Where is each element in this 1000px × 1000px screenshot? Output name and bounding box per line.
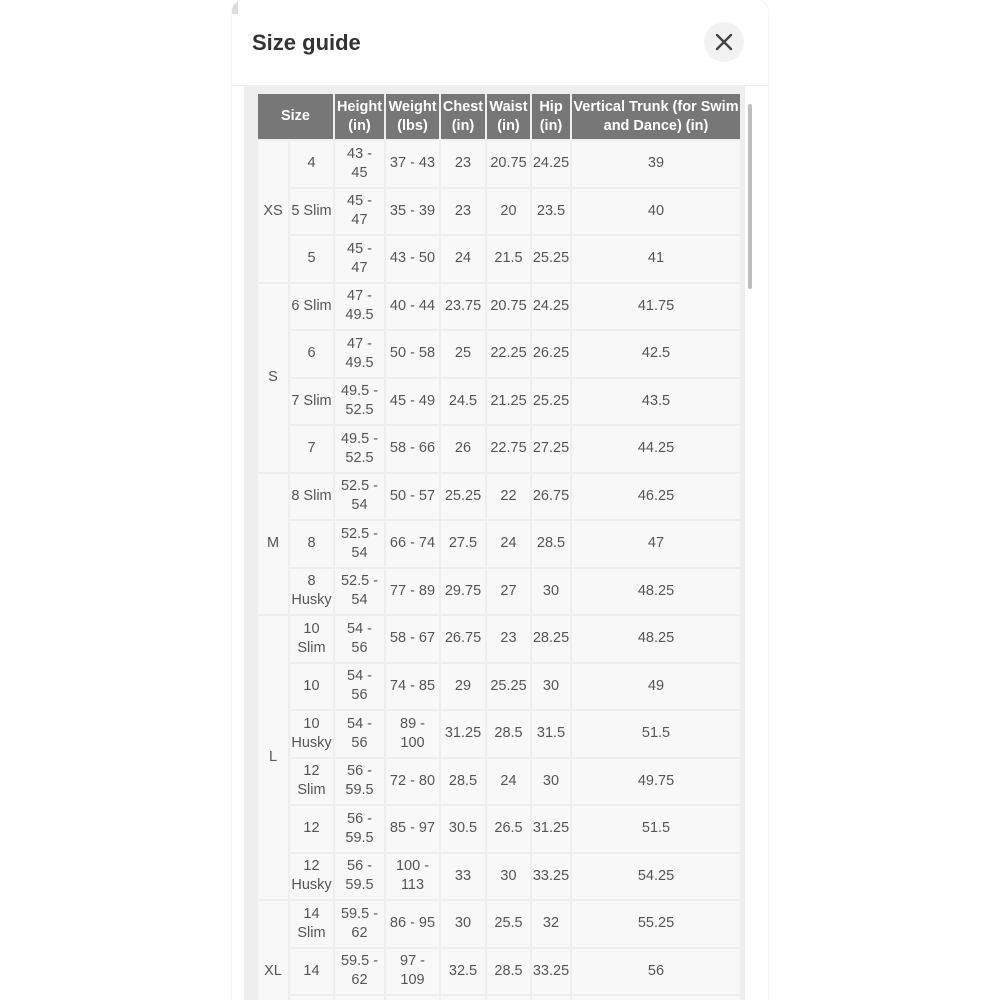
cell-text: 6 Slim bbox=[291, 297, 332, 314]
cell-trunk: 56 bbox=[572, 949, 742, 997]
cell-height bbox=[335, 521, 386, 569]
cell-text: 72 - 80 bbox=[389, 772, 436, 789]
cell-height bbox=[335, 379, 386, 427]
header-height: Height (in) bbox=[335, 94, 386, 141]
size-group-label: S bbox=[258, 284, 290, 474]
cell-text: Slim bbox=[297, 639, 326, 656]
size-group-label: M bbox=[258, 474, 290, 617]
cell-weight bbox=[386, 616, 441, 664]
header-hip: Hip (in) bbox=[532, 94, 572, 141]
cell-size bbox=[290, 711, 335, 759]
cell-text: 40 - 44 bbox=[389, 297, 436, 314]
cell-size bbox=[290, 474, 335, 522]
cell-size bbox=[290, 141, 335, 189]
cell-trunk: 47 bbox=[572, 521, 742, 569]
cell-text: 47 bbox=[351, 259, 368, 276]
cell-text: Slim bbox=[297, 924, 326, 941]
table-row bbox=[258, 284, 742, 332]
cell-text: 47 - bbox=[347, 288, 372, 305]
cell-text: 85 - 97 bbox=[389, 820, 436, 837]
cell-text: 10 bbox=[303, 677, 320, 694]
cell-text: 59.5 - bbox=[340, 953, 379, 970]
cell-trunk: 55.25 bbox=[572, 901, 742, 949]
cell-text: 56 - bbox=[347, 763, 372, 780]
cell-waist: 20.75 bbox=[487, 141, 532, 189]
cell-text: 8 bbox=[307, 535, 316, 552]
cell-chest: 23.75 bbox=[441, 284, 487, 332]
cell-trunk: 39 bbox=[572, 141, 742, 189]
cell-text: 54 - bbox=[347, 620, 372, 637]
cell-height bbox=[335, 949, 386, 997]
cell-waist: 25.25 bbox=[487, 664, 532, 712]
cell-chest: 29.75 bbox=[441, 569, 487, 617]
cell-text: 56 - bbox=[347, 858, 372, 875]
table-row bbox=[258, 189, 742, 237]
cell-trunk: 41 bbox=[572, 236, 742, 284]
cell-chest: 33 bbox=[441, 854, 487, 902]
cell-text: 74 - 85 bbox=[389, 677, 436, 694]
table-row bbox=[258, 806, 742, 854]
cell-waist: 22 bbox=[487, 474, 532, 522]
cell-waist: 30 bbox=[487, 854, 532, 902]
table-row bbox=[258, 759, 742, 807]
header-chest: Chest (in) bbox=[441, 94, 487, 141]
cell-size bbox=[290, 806, 335, 854]
cell-text: Husky bbox=[291, 592, 332, 609]
cell-text: 49.5 - bbox=[340, 383, 379, 400]
cell-height bbox=[335, 331, 386, 379]
table-row bbox=[258, 331, 742, 379]
cell-text: 5 Slim bbox=[291, 202, 332, 219]
cell-weight bbox=[386, 236, 441, 284]
cell-text: Husky bbox=[291, 734, 332, 751]
cell-size bbox=[290, 521, 335, 569]
cell-hip: 27.25 bbox=[532, 426, 572, 474]
cell-chest: 23 bbox=[441, 189, 487, 237]
cell-trunk: 43.5 bbox=[572, 379, 742, 427]
cell-text: 12 bbox=[303, 820, 320, 837]
cell-text: 50 - 57 bbox=[389, 487, 436, 504]
cell-text: 86 - 95 bbox=[389, 915, 436, 932]
cell-weight bbox=[386, 854, 441, 902]
cell-text: 47 bbox=[351, 212, 368, 229]
size-guide-modal bbox=[232, 0, 768, 1000]
cell-weight bbox=[386, 901, 441, 949]
close-icon bbox=[715, 33, 733, 51]
header-weight: Weight (lbs) bbox=[386, 94, 441, 141]
cell-hip: 28.25 bbox=[532, 616, 572, 664]
table-row bbox=[258, 426, 742, 474]
cell-chest: 27.5 bbox=[441, 521, 487, 569]
cell-hip: 33.25 bbox=[532, 949, 572, 997]
cell-height bbox=[335, 711, 386, 759]
cell-chest bbox=[441, 996, 487, 1000]
cell-size bbox=[290, 616, 335, 664]
cell-height bbox=[335, 759, 386, 807]
cell-height bbox=[335, 474, 386, 522]
cell-text: 52.5 bbox=[345, 449, 374, 466]
cell-text: 52.5 - bbox=[340, 525, 379, 542]
cell-weight bbox=[386, 474, 441, 522]
cell-waist: 20 bbox=[487, 189, 532, 237]
cell-text: 14 bbox=[303, 905, 320, 922]
cell-weight bbox=[386, 141, 441, 189]
cell-hip: 30 bbox=[532, 759, 572, 807]
cell-text: 54 bbox=[351, 497, 368, 514]
cell-size bbox=[290, 996, 335, 1000]
cell-waist: 24 bbox=[487, 759, 532, 807]
size-table-scroll-area[interactable] bbox=[244, 86, 756, 1000]
cell-weight bbox=[386, 521, 441, 569]
cell-size bbox=[290, 901, 335, 949]
cell-hip: 23.5 bbox=[532, 189, 572, 237]
cell-size bbox=[290, 759, 335, 807]
cell-text: 7 Slim bbox=[291, 392, 332, 409]
size-group-label: L bbox=[258, 616, 290, 901]
cell-waist: 28.5 bbox=[487, 711, 532, 759]
cell-text: 12 bbox=[303, 858, 320, 875]
cell-text: 59.5 bbox=[345, 877, 374, 894]
cell-height bbox=[335, 569, 386, 617]
cell-text: 56 bbox=[351, 734, 368, 751]
cell-height bbox=[335, 854, 386, 902]
cell-waist: 23 bbox=[487, 616, 532, 664]
scrollbar-thumb[interactable] bbox=[748, 104, 752, 289]
cell-text: 52.5 - bbox=[340, 478, 379, 495]
cell-text: 66 - 74 bbox=[389, 535, 436, 552]
cell-waist: 21.5 bbox=[487, 236, 532, 284]
cell-trunk: 46.25 bbox=[572, 474, 742, 522]
cell-trunk: 42.5 bbox=[572, 331, 742, 379]
cell-text: 100 - bbox=[395, 858, 430, 875]
cell-hip: 25.25 bbox=[532, 379, 572, 427]
size-group-label: XL bbox=[258, 901, 290, 1000]
cell-waist: 28.5 bbox=[487, 949, 532, 997]
cell-text: 45 - 49 bbox=[389, 392, 436, 409]
cell-chest: 23 bbox=[441, 141, 487, 189]
cell-size bbox=[290, 331, 335, 379]
cell-height bbox=[335, 141, 386, 189]
cell-weight bbox=[386, 426, 441, 474]
cell-trunk: 41.75 bbox=[572, 284, 742, 332]
cell-size bbox=[290, 379, 335, 427]
cell-text: 56 - bbox=[347, 810, 372, 827]
cell-weight bbox=[386, 284, 441, 332]
cell-weight bbox=[386, 759, 441, 807]
cell-text: 43 - bbox=[347, 145, 372, 162]
scrollbar[interactable] bbox=[745, 86, 756, 1000]
cell-hip: 28.5 bbox=[532, 521, 572, 569]
cell-text: 56 bbox=[351, 687, 368, 704]
cell-size bbox=[290, 426, 335, 474]
cell-text: 54 bbox=[351, 544, 368, 561]
cell-chest: 28.5 bbox=[441, 759, 487, 807]
cell-height bbox=[335, 996, 386, 1000]
cell-hip: 25.25 bbox=[532, 236, 572, 284]
cell-chest: 30.5 bbox=[441, 806, 487, 854]
size-group-label: XS bbox=[258, 141, 290, 284]
table-row bbox=[258, 236, 742, 284]
cell-hip: 24.25 bbox=[532, 141, 572, 189]
cell-trunk: 44.25 bbox=[572, 426, 742, 474]
cell-text: 54 - bbox=[347, 715, 372, 732]
cell-hip: 33.25 bbox=[532, 854, 572, 902]
cell-size bbox=[290, 569, 335, 617]
cell-trunk: 40 bbox=[572, 189, 742, 237]
cell-text: 10 bbox=[303, 620, 320, 637]
table-row bbox=[258, 616, 742, 664]
cell-size bbox=[290, 854, 335, 902]
cell-text: 50 - 58 bbox=[389, 345, 436, 362]
cell-waist: 20.75 bbox=[487, 284, 532, 332]
cell-text: 54 - bbox=[347, 668, 372, 685]
header-size: Size bbox=[258, 94, 335, 141]
cell-trunk: 48.25 bbox=[572, 616, 742, 664]
cell-text: 49.5 bbox=[345, 307, 374, 324]
cell-text: 10 bbox=[303, 715, 320, 732]
cell-chest: 26.75 bbox=[441, 616, 487, 664]
cell-trunk: 51.5 bbox=[572, 806, 742, 854]
table-row bbox=[258, 854, 742, 902]
cell-text: 77 - 89 bbox=[389, 582, 436, 599]
table-row bbox=[258, 996, 742, 1000]
cell-text: 59.5 bbox=[345, 782, 374, 799]
cell-text: 97 - bbox=[400, 953, 425, 970]
cell-text: 58 - 67 bbox=[389, 630, 436, 647]
cell-weight bbox=[386, 189, 441, 237]
cell-size bbox=[290, 664, 335, 712]
cell-hip: 32 bbox=[532, 901, 572, 949]
size-table-body bbox=[258, 141, 742, 1000]
cell-text: 49.5 bbox=[345, 354, 374, 371]
cell-height bbox=[335, 901, 386, 949]
cell-chest: 24 bbox=[441, 236, 487, 284]
cell-height bbox=[335, 284, 386, 332]
cell-weight bbox=[386, 569, 441, 617]
cell-waist: 27 bbox=[487, 569, 532, 617]
cell-weight bbox=[386, 664, 441, 712]
cell-height bbox=[335, 616, 386, 664]
cell-trunk: 48.25 bbox=[572, 569, 742, 617]
cell-trunk: 49.75 bbox=[572, 759, 742, 807]
cell-waist: 26.5 bbox=[487, 806, 532, 854]
table-row bbox=[258, 711, 742, 759]
cell-text: 113 bbox=[400, 877, 425, 894]
cell-chest: 32.5 bbox=[441, 949, 487, 997]
cell-text: 45 - bbox=[347, 193, 372, 210]
cell-text: 100 bbox=[400, 734, 425, 751]
cell-height bbox=[335, 236, 386, 284]
cell-size bbox=[290, 189, 335, 237]
cell-text: 52.5 bbox=[345, 402, 374, 419]
table-row bbox=[258, 569, 742, 617]
cell-chest: 30 bbox=[441, 901, 487, 949]
cell-text: 14 bbox=[303, 962, 320, 979]
cell-hip: 31.5 bbox=[532, 711, 572, 759]
cell-size bbox=[290, 236, 335, 284]
cell-text: 37 - 43 bbox=[389, 155, 436, 172]
cell-hip: 31.25 bbox=[532, 806, 572, 854]
cell-trunk: 49 bbox=[572, 664, 742, 712]
table-header-row bbox=[258, 94, 742, 141]
cell-text: 8 Slim bbox=[291, 487, 332, 504]
cell-weight bbox=[386, 711, 441, 759]
cell-waist: 25.5 bbox=[487, 901, 532, 949]
cell-text: 58 - 66 bbox=[389, 440, 436, 457]
table-row bbox=[258, 664, 742, 712]
cell-hip: 26.75 bbox=[532, 474, 572, 522]
cell-weight bbox=[386, 806, 441, 854]
cell-weight bbox=[386, 996, 441, 1000]
table-row bbox=[258, 474, 742, 522]
cell-size bbox=[290, 284, 335, 332]
cell-text: 45 - bbox=[347, 240, 372, 257]
cell-text: 89 - bbox=[400, 715, 425, 732]
cell-waist: 24 bbox=[487, 521, 532, 569]
cell-waist: 22.25 bbox=[487, 331, 532, 379]
cell-text: 8 bbox=[307, 573, 316, 590]
cell-weight bbox=[386, 949, 441, 997]
cell-trunk bbox=[572, 996, 742, 1000]
cell-weight bbox=[386, 331, 441, 379]
modal-header bbox=[232, 0, 768, 86]
cell-waist: 22.75 bbox=[487, 426, 532, 474]
cell-text: 4 bbox=[307, 155, 316, 172]
cell-chest: 29 bbox=[441, 664, 487, 712]
modal-title: Size guide bbox=[252, 30, 361, 55]
cell-chest: 24.5 bbox=[441, 379, 487, 427]
cell-hip: 30 bbox=[532, 664, 572, 712]
cell-trunk: 51.5 bbox=[572, 711, 742, 759]
cell-hip: 24.25 bbox=[532, 284, 572, 332]
cell-weight bbox=[386, 379, 441, 427]
cell-waist: 21.25 bbox=[487, 379, 532, 427]
header-waist: Waist (in) bbox=[487, 94, 532, 141]
cell-height bbox=[335, 189, 386, 237]
cell-hip: 26.25 bbox=[532, 331, 572, 379]
table-row bbox=[258, 379, 742, 427]
table-row bbox=[258, 901, 742, 949]
cell-text: 54 bbox=[351, 592, 368, 609]
cell-text: 6 bbox=[307, 345, 316, 362]
cell-text: 7 bbox=[307, 440, 316, 457]
cell-height bbox=[335, 426, 386, 474]
cell-chest: 25 bbox=[441, 331, 487, 379]
cell-chest: 31.25 bbox=[441, 711, 487, 759]
cell-trunk: 54.25 bbox=[572, 854, 742, 902]
cell-text: 5 bbox=[307, 250, 316, 267]
cell-height bbox=[335, 806, 386, 854]
cell-text: 56 bbox=[351, 639, 368, 656]
header-vertical-trunk: Vertical Trunk (for Swim and Dance) (in) bbox=[572, 94, 742, 141]
cell-text: Husky bbox=[291, 877, 332, 894]
table-row bbox=[258, 949, 742, 997]
cell-hip: 30 bbox=[532, 569, 572, 617]
size-chart-table bbox=[258, 94, 742, 1000]
table-row bbox=[258, 521, 742, 569]
cell-text: 47 - bbox=[347, 335, 372, 352]
cell-text: 52.5 - bbox=[340, 573, 379, 590]
cell-waist bbox=[487, 996, 532, 1000]
cell-text: 43 - 50 bbox=[389, 250, 436, 267]
cell-text: 35 - 39 bbox=[389, 202, 436, 219]
cell-text: 49.5 - bbox=[340, 430, 379, 447]
cell-size bbox=[290, 949, 335, 997]
cell-text: 62 bbox=[351, 924, 368, 941]
cell-hip bbox=[532, 996, 572, 1000]
cell-text: 12 bbox=[303, 763, 320, 780]
cell-chest: 26 bbox=[441, 426, 487, 474]
close-button[interactable] bbox=[704, 22, 744, 62]
cell-text: 62 bbox=[351, 972, 368, 989]
cell-chest: 25.25 bbox=[441, 474, 487, 522]
cell-text: 109 bbox=[400, 972, 425, 989]
cell-text: 59.5 bbox=[345, 829, 374, 846]
cell-text: 45 bbox=[351, 164, 368, 181]
cell-text: Slim bbox=[297, 782, 326, 799]
cell-height bbox=[335, 664, 386, 712]
table-row bbox=[258, 141, 742, 189]
cell-text: 59.5 - bbox=[340, 905, 379, 922]
